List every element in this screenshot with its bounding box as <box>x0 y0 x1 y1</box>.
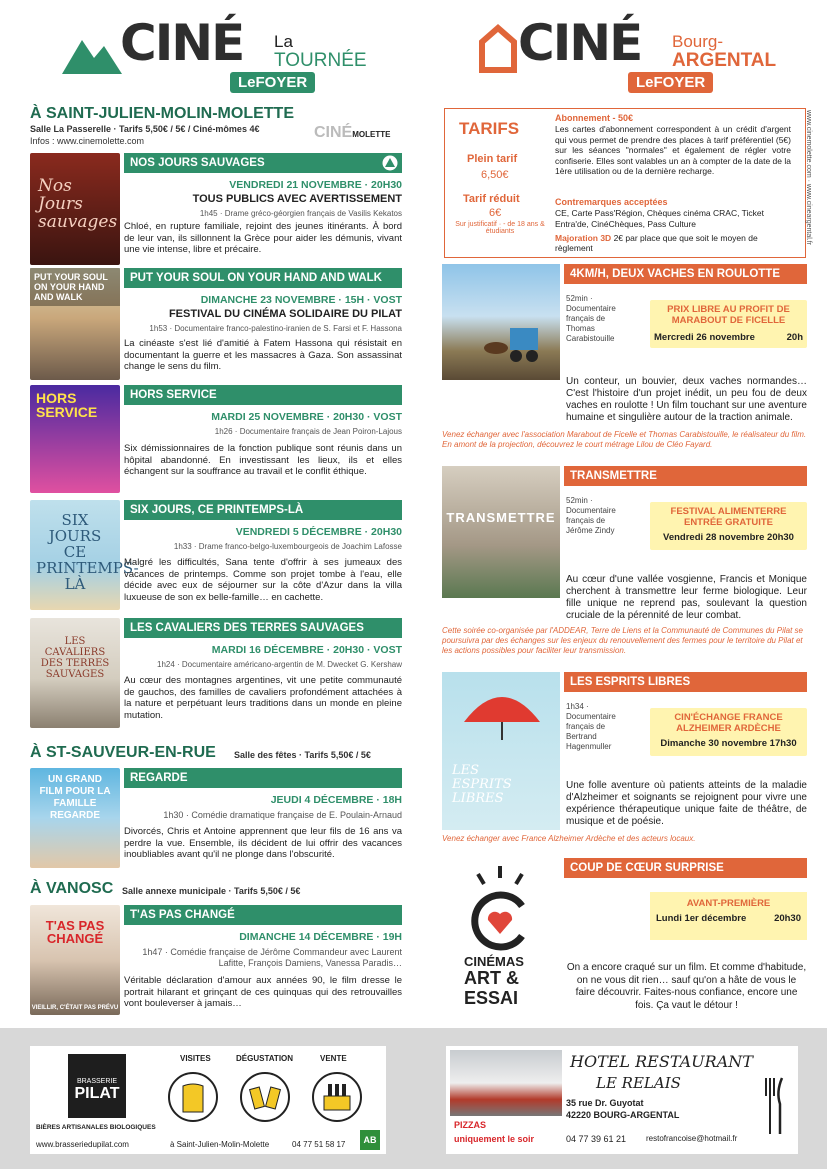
poster-hors-service-title: HORS SERVICE <box>36 390 98 420</box>
poster-transmettre-title: TRANSMETTRE <box>446 510 556 525</box>
hotel-ad <box>446 1046 798 1154</box>
bieres-label: BIÈRES ARTISANALES BIOLOGIQUES <box>36 1124 156 1131</box>
bourg-label: Bourg- <box>672 32 724 51</box>
film-note: Cette soirée co-organisée par l'ADDEAR, Terre de Liens et la Communauté de Communes du Pilat se poursuivra par des échanges sur les enjeux du renouvellement des fermes pour le territoire du Pilat et les actions possibles pour faciliter leur transmission. <box>442 626 803 655</box>
film-title-bar: NOS JOURS SAUVAGES <box>124 153 402 173</box>
film-synopsis: Un conteur, un bouvier, deux vaches normandes… C'est l'histoire d'un projet inédit, un peu fou de deux vaches en roulotte ! Un film touchant sur une aventure humaine et singulière autour de la traction animale. <box>566 376 807 423</box>
ab-logo: AB <box>360 1130 380 1150</box>
majoration-label: Majoration 3D <box>555 233 612 243</box>
film-nos-jours-sauvages <box>30 153 402 265</box>
warning-icon <box>382 155 398 171</box>
poster-esprits-title: LES ESPRITS LIBRES <box>452 763 512 806</box>
contremarques-text: CE, Carte Pass'Région, Chèques cinéma CRAC, Ticket Entra'de, CinéChèques, Pass Culture <box>555 208 765 229</box>
event-box <box>650 300 807 348</box>
film-date: MARDI 16 DÉCEMBRE · 20H30 · VOST <box>211 644 402 656</box>
film-synopsis: La cinéaste s'est lié d'amitié à Fatem Hassona qui résistait en documentant la guerre et les massacres à Gaza. Son assassinat change le sens du film. <box>124 338 402 372</box>
poster-hors-service <box>30 385 120 493</box>
film-title-bar: PUT YOUR SOUL ON YOUR HAND AND WALK <box>124 268 402 288</box>
tarif-reduit-value: 6€ <box>489 207 502 219</box>
film-put-your-soul <box>30 268 402 380</box>
tarifs-title: TARIFS <box>459 119 520 138</box>
majoration-3d <box>555 233 795 253</box>
film-credit: 1h24 · Documentaire américano-argentin de M. Dwecket G. Kershaw <box>157 660 402 669</box>
lefoyer-badge-right: LeFOYER <box>628 72 713 93</box>
poster-transmettre <box>442 466 560 598</box>
majoration-text: 2€ par place que que soit le moyen de règlement <box>555 233 758 253</box>
film-synopsis: Chloé, en rupture familiale, rejoint des jeunes itinérants. À bord de leur van, ils sillonnent la Grèce pour aider les démunis, vivant une vie intense, libre et précaire. <box>124 221 402 255</box>
film-synopsis: Une folle aventure où patients atteints de la maladie d'Alzheimer et soignants se rejoignent pour vivre une expérience thérapeutique unique faite de théâtre, de musique et de poésie. <box>566 780 807 827</box>
coup-de-coeur <box>442 858 807 1023</box>
film-4kmh <box>442 264 807 454</box>
film-synopsis: Six démissionnaires de la fonction publique sont réunis dans un hôpital abandonné. En investissant les lieux, ils et elles échangent sur la souffrance au travail et le conflit éthique. <box>124 443 402 477</box>
hotel-photo <box>450 1050 562 1116</box>
event-label: FESTIVAL ALIMENTERRE ENTRÉE GRATUITE <box>670 506 787 528</box>
film-date: VENDREDI 5 DÉCEMBRE · 20H30 <box>235 526 402 538</box>
hotel-address1: 35 rue Dr. Guyotat <box>566 1098 644 1108</box>
event-box <box>650 708 807 756</box>
avant-premiere-date: Lundi 1er décembre <box>656 913 747 924</box>
cine-title-left: CINÉ <box>120 14 244 72</box>
poster-cavaliers <box>30 618 120 728</box>
film-synopsis: Au cœur d'une vallée vosgienne, Francis et Monique cherchent à transmettre leur ferme biologique. Leur fille unique ne reprend pas, soulevant la question cruciale de la pérennité de leur combat. <box>566 574 807 621</box>
event-label: CIN'ÉCHANGE FRANCE ALZHEIMER ARDÈCHE <box>674 712 783 734</box>
plein-tarif-label: Plein tarif <box>467 153 518 165</box>
poster-nos-jours-title: Nos Jours sauvages <box>38 176 118 232</box>
poster-tas-pas-title: T'AS PAS CHANGÉ <box>45 918 105 946</box>
cinemas-label: CINÉMAS <box>464 954 524 969</box>
coup-synopsis: On a encore craqué sur un film. Et comme d'habitude, on ne vous dit rien… sauf qu'on a hâte de vous le faire découvrir. Faites-nous confiance, encore une fois. Ça vaut le détour ! <box>566 962 807 1011</box>
hotel-address2: 42220 BOURG-ARGENTAL <box>566 1110 680 1120</box>
poster-tas-pas-change <box>30 905 120 1015</box>
mountain-icon <box>62 34 122 74</box>
side-websites: www.cinemolette.com · www.cineargental.fr <box>805 110 812 245</box>
brasserie-ad <box>30 1046 386 1154</box>
brasserie-logo <box>68 1054 126 1118</box>
film-meta: 1h34 · Documentaire français de Bertrand Hagenmuller <box>566 702 616 751</box>
coup-bar: COUP DE CŒUR SURPRISE <box>564 858 807 878</box>
film-title-bar: HORS SERVICE <box>124 385 402 405</box>
avant-premiere-box <box>650 892 807 940</box>
film-six-jours <box>30 500 402 612</box>
logo-left <box>62 14 382 94</box>
film-credit: 1h45 · Drame gréco-géorgien français de Vasilis Kekatos <box>199 209 402 218</box>
relais-title: LE RELAIS <box>596 1074 681 1092</box>
umbrella-icon <box>462 682 542 742</box>
abonnement-title: Abonnement - 50€ <box>555 113 634 123</box>
film-credit: 1h26 · Documentaire français de Jean Poiron-Lajous <box>214 427 402 436</box>
abonnement-text: Les cartes d'abonnement correspondent à un crédit d'argent qui vous permet de prendre des places à tarif préférentiel (5€) sur les séances "normales" et également de régler votre confiserie. Elles sont valables un an à compter de la date de la 1ère utilisation ou de la dernière recharge. <box>555 124 791 176</box>
art-label: ART & <box>464 968 519 988</box>
film-title-bar: T'AS PAS CHANGÉ <box>124 905 402 925</box>
tarifs-box <box>444 108 806 258</box>
brasserie-tel: 04 77 51 58 17 <box>292 1140 346 1149</box>
poster-regarde-title: UN GRAND FILM POUR LA FAMILLE REGARDE <box>39 774 111 821</box>
film-credit: 1h33 · Drame franco-belgo-luxembourgeois de Joachim Lafosse <box>173 542 402 551</box>
film-credit: 1h30 · Comédie dramatique française de E. Poulain-Arnaud <box>163 810 402 820</box>
saint-julien-web: Infos : www.cinemolette.com <box>30 136 145 146</box>
film-title-bar: SIX JOURS, CE PRINTEMPS-LÀ <box>124 500 402 520</box>
hotel-mail: restofrancoise@hotmail.fr <box>646 1134 738 1143</box>
barrel-icon <box>168 1072 218 1122</box>
hotel-title: HOTEL RESTAURANT <box>570 1052 753 1071</box>
film-credit: 1h53 · Documentaire franco-palestino-iranien de S. Farsi et F. Hassona <box>149 324 402 333</box>
film-synopsis: Au cœur des montagnes argentines, vit une petite communauté de gauchos, des familles de cavaliers profondément attachées à la nature et perpétuant leurs traditions dans un monde en pleine mutation. <box>124 675 402 721</box>
pizzas-label: PIZZAS <box>454 1120 487 1130</box>
event-date: Dimanche 30 novembre <box>660 738 768 749</box>
vente-label: VENTE <box>320 1054 347 1063</box>
photo-4kmh <box>442 264 560 380</box>
vanosc-title: À VANOSC <box>30 880 114 897</box>
cutlery-icon <box>762 1076 786 1136</box>
avant-premiere-label: AVANT-PREMIÈRE <box>686 898 771 909</box>
film-hors-service <box>30 385 402 495</box>
argental-label: ARGENTAL <box>672 50 777 71</box>
hotel-tel: 04 77 39 61 21 <box>566 1134 627 1144</box>
contremarques-title: Contremarques acceptées <box>555 197 668 207</box>
footer <box>0 1028 827 1169</box>
film-subtitle: TOUS PUBLICS AVEC AVERTISSEMENT <box>192 193 402 205</box>
crate-icon <box>312 1072 362 1122</box>
event-date: Mercredi 26 novembre <box>654 332 755 343</box>
tarif-reduit-label: Tarif réduit <box>463 193 520 205</box>
film-credit: 1h47 · Comédie française de Jérôme Commandeur avec Laurent Lafitte, François Damiens, Vanessa Paradis… <box>142 947 402 968</box>
poster-six-jours <box>30 500 139 610</box>
logo-right <box>478 14 798 94</box>
pilat-label: PILAT <box>74 1085 120 1102</box>
film-regarde <box>30 768 402 868</box>
film-date: DIMANCHE 23 NOVEMBRE · 15H · VOST <box>200 294 402 306</box>
cine-title-right: CINÉ <box>518 14 642 72</box>
film-meta: 52min · Documentaire français de Jérôme Zindy <box>566 496 616 535</box>
poster-tas-pas-tagline: VIEILLIR, C'ÉTAIT PAS PRÉVU <box>31 1005 119 1011</box>
pizzas-soir: uniquement le soir <box>454 1134 535 1144</box>
film-synopsis: Véritable déclaration d'amour aux années 90, le film dresse le portrait hilarant et grinçant de ces quinquas qui des retrouvailles vont bouleverser à jamais… <box>124 975 402 1009</box>
brasserie-label: BRASSERIE <box>76 1078 118 1085</box>
lefoyer-badge-left: LeFOYER <box>230 72 315 93</box>
film-date: DIMANCHE 14 DÉCEMBRE · 19H <box>239 931 402 943</box>
art-essai-logo-icon <box>460 864 540 950</box>
event-time: 20h30 <box>767 532 794 543</box>
film-synopsis: Divorcés, Chris et Antoine apprennent que leur fils de 16 ans va perdre la vue. Ensemble, ils décident de lui offrir des vacances inoubliables avant qu'il ne plonge dans l'obscurité. <box>124 826 402 860</box>
vanosc-info: Salle annexe municipale · Tarifs 5,50€ / 5€ <box>122 886 301 896</box>
event-time: 17h30 <box>769 738 797 749</box>
poster-regarde <box>30 768 120 868</box>
event-date: Vendredi 28 novembre <box>663 532 765 543</box>
film-title-bar: LES ESPRITS LIBRES <box>564 672 807 692</box>
poster-six-jours-title: SIX JOURS CE PRINTEMPS-LÀ <box>36 511 139 593</box>
brasserie-lieu: à Saint-Julien-Molin-Molette <box>170 1140 270 1149</box>
film-esprits-libres <box>442 672 807 852</box>
visites-label: VISITES <box>180 1054 211 1063</box>
film-title-bar: 4KM/H, DEUX VACHES EN ROULOTTE <box>564 264 807 284</box>
film-title-bar: REGARDE <box>124 768 402 788</box>
saint-julien-info: Salle La Passerelle · Tarifs 5,50€ / 5€ / Ciné-mômes 4€ <box>30 124 260 134</box>
essai-label: ESSAI <box>464 988 519 1008</box>
film-date: VENDREDI 21 NOVEMBRE · 20H30 <box>229 179 402 191</box>
poster-put-your-soul <box>30 268 120 380</box>
poster-esprits-libres <box>442 672 560 830</box>
cinemolette-logo-text: CINÉ <box>314 124 353 141</box>
poster-cavaliers-title: LES CAVALIERS DES TERRES SAUVAGES <box>40 636 110 680</box>
film-subtitle: FESTIVAL DU CINÉMA SOLIDAIRE DU PILAT <box>168 308 402 320</box>
saint-julien-title: À SAINT-JULIEN-MOLIN-MOLETTE <box>30 105 294 122</box>
film-meta: 52min · Documentaire français de Thomas Carabistouille <box>566 294 616 343</box>
event-time: 20h <box>786 332 803 343</box>
film-note: Venez échanger avec l'association Marabout de Ficelle et Thomas Carabistouille, le réalisateur du film. En amont de la projection, découvrez le court métrage Lilou de Cléo Fayard. <box>442 430 807 449</box>
film-title-bar: TRANSMETTRE <box>564 466 807 486</box>
brasserie-site: www.brasseriedupilat.com <box>36 1140 129 1149</box>
tarif-reduit-note: Sur justificatif · - de 18 ans & étudiants <box>455 221 545 235</box>
degustation-label: DÉGUSTATION <box>236 1054 294 1063</box>
saint-sauveur-info: Salle des fêtes · Tarifs 5,50€ / 5€ <box>234 750 371 760</box>
film-date: MARDI 25 NOVEMBRE · 20H30 · VOST <box>211 411 402 423</box>
avant-premiere-time: 20h30 <box>774 913 801 924</box>
plein-tarif-value: 6,50€ <box>481 169 509 181</box>
film-les-cavaliers <box>30 618 402 738</box>
cheers-icon <box>240 1072 290 1122</box>
saint-sauveur-title: À ST-SAUVEUR-EN-RUE <box>30 744 216 761</box>
film-title-bar: LES CAVALIERS DES TERRES SAUVAGES <box>124 618 402 638</box>
la-label: La <box>274 32 293 51</box>
cinemolette-logo <box>314 124 390 142</box>
film-transmettre <box>442 466 807 662</box>
house-icon <box>478 24 518 72</box>
cinemolette-logo-sub: MOLETTE <box>352 130 391 139</box>
film-synopsis: Malgré les difficultés, Sana tente d'offrir à ses jumeaux des vacances de printemps. Comme son projet tombe à l'eau, elle décide avec eux de séjourner sur la côte d'Azur dans la villa luxueuse de son ex belle-famille… en cachette. <box>124 557 402 603</box>
film-date: JEUDI 4 DÉCEMBRE · 18H <box>270 794 402 806</box>
poster-nos-jours <box>30 153 120 265</box>
poster-put-your-soul-title: PUT YOUR SOUL ON YOUR HAND AND WALK <box>30 268 120 306</box>
film-note: Venez échanger avec France Alzheimer Ardèche et des acteurs locaux. <box>442 834 696 843</box>
event-box <box>650 502 807 550</box>
event-label: PRIX LIBRE AU PROFIT DE MARABOUT DE FICELLE <box>667 304 790 326</box>
cart-icon <box>482 324 542 364</box>
tournee-label: TOURNÉE <box>274 50 367 71</box>
film-tas-pas-change <box>30 905 402 1015</box>
